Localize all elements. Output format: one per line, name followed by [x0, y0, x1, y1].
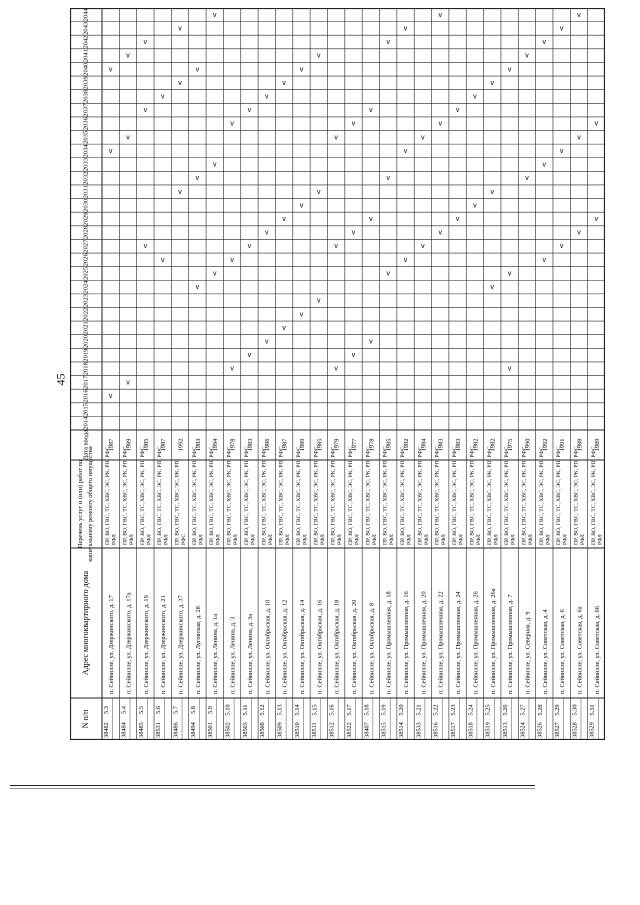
row-address: п. Сейвилле, ул. Октябрьская, д. 14 — [298, 599, 306, 694]
row-address: п. Сейвилле, ул. Дзержинского, д. 19 — [142, 595, 150, 694]
row-works-line2: РФЛ — [319, 534, 326, 545]
year-header-2041: 2041 — [82, 49, 90, 63]
schedule-mark: v — [490, 188, 495, 196]
row-works: ПР, ВО, ГВС, ТС, ХВС, ЭС, РК, РП, РФС, — [590, 445, 597, 545]
row-id: 38518 — [467, 722, 475, 738]
row-works: ПР, ВО, ГВС, ТС, ХВС, ЭС, РК, РП, РФС, — [434, 445, 441, 545]
schedule-mark: v — [507, 365, 512, 373]
row-year: 1985 — [142, 438, 150, 452]
schedule-mark: v — [386, 175, 390, 183]
row-id: 38482 — [103, 722, 111, 738]
header-year: Дата ввода — [82, 429, 90, 461]
row-works-line2: РФЛ — [198, 534, 205, 545]
row-year: 1982 — [472, 438, 480, 452]
schedule-mark: v — [247, 243, 252, 251]
row-works-line2: РФЛ — [129, 534, 136, 545]
row-year: 1975 — [507, 438, 515, 452]
year-header-2033: 2033 — [82, 157, 90, 172]
schedule-mark: v — [559, 147, 564, 155]
row-works: ПР, ВО, ГВС, ТС, ХВС, ЭС, РК, РП, РФС, — [348, 445, 354, 545]
row-number: 5.19 — [380, 704, 388, 716]
row-year: 1978 — [229, 438, 237, 452]
row-works-line2: РФЛ — [475, 534, 482, 545]
repair-schedule-table — [70, 8, 605, 740]
schedule-mark: v — [230, 256, 234, 264]
row-number: 5.12 — [259, 704, 267, 716]
row-number: 5.20 — [398, 704, 406, 716]
schedule-mark: v — [212, 270, 217, 278]
schedule-mark: v — [351, 352, 356, 360]
row-works-line2: РФЛ — [233, 534, 240, 545]
row-works: ПР, ВО, ГВС, ТС, ХВС, ЭС, РК, РП, РФС, — [452, 445, 459, 545]
row-works-line2: РФЛ — [579, 534, 586, 545]
schedule-mark: v — [126, 134, 130, 142]
row-address: п. Сейвилле, ул. Северная, д. 9 — [524, 611, 532, 694]
row-year: 1983 — [246, 438, 254, 452]
schedule-mark: v — [421, 134, 425, 142]
row-number: 5.24 — [467, 704, 475, 716]
header-works-line2: капитальному ремонту общего имущества — [87, 446, 94, 562]
schedule-mark: v — [594, 120, 599, 128]
row-year: 1987 — [108, 438, 116, 452]
schedule-mark: v — [108, 147, 113, 155]
row-number: 5.17 — [345, 704, 353, 716]
row-works: ПР, ВО, ГВС, ТС, ХВС, ЭС, РК, РП, — [174, 459, 181, 545]
year-header-2038: 2038 — [82, 89, 90, 104]
row-year: 1987 — [281, 438, 289, 452]
schedule-mark: v — [247, 107, 252, 115]
schedule-mark: v — [403, 147, 408, 155]
schedule-mark: v — [143, 243, 148, 251]
row-works: ПР, ВО, ГВС, ТС, ХВС, ЭС, РК, РП, РФС, — [365, 445, 372, 545]
row-year: 1994 — [212, 438, 220, 452]
schedule-mark: v — [160, 256, 165, 264]
schedule-mark: v — [282, 216, 286, 223]
row-works: ПР, ВО, ГВС, ТС, ХВС, ЭС, РК, РП, РФС, — [209, 445, 216, 545]
schedule-mark: v — [178, 79, 182, 87]
schedule-mark: v — [247, 352, 252, 360]
row-address: п. Сейвилле, ул. Промышленная, д. 18 — [385, 591, 393, 694]
schedule-mark: v — [334, 134, 338, 142]
schedule-mark: v — [455, 107, 460, 115]
schedule-mark: v — [473, 202, 477, 210]
row-address: п. Сейвилле, ул. Октябрьская, д. 16 — [316, 599, 324, 694]
row-works: ПР, ВО, ГВС, ТС, ХВС, ЭС, РК, РП, РФС, — [313, 445, 320, 545]
row-id: 38512 — [328, 722, 336, 738]
row-id: 38515 — [380, 722, 388, 738]
row-id: 38528 — [571, 722, 579, 738]
row-address: п. Сейвилле, ул. Ленина, д. 3а — [246, 613, 254, 694]
schedule-mark: v — [542, 256, 547, 264]
schedule-mark: v — [282, 324, 286, 332]
schedule-mark: v — [178, 25, 182, 33]
row-works: ПР, ВО, ГВС, ТС, ХВС, ЭС, РК, РП, РФС, — [330, 445, 337, 545]
row-address: п. Сейвилле, ул. Промышленная, д. 26а — [489, 588, 497, 694]
schedule-mark: v — [542, 161, 547, 169]
row-year: 1992 — [177, 438, 185, 452]
row-address: п. Сейвилле, ул. Октябрьская, д. 10 — [264, 599, 272, 694]
row-works-line2: РФЛ — [267, 534, 274, 545]
row-number: 5.27 — [519, 704, 527, 716]
schedule-mark: v — [386, 39, 390, 47]
row-id: 38516 — [432, 722, 440, 738]
header-num: N п/п — [80, 709, 90, 729]
row-address: п. Сейвилле, ул. Промышленная, д. 24 — [455, 591, 463, 694]
row-id: 38508 — [259, 722, 267, 738]
schedule-mark: v — [369, 107, 373, 115]
row-works-line2: РФЛ — [493, 534, 500, 545]
row-id: 38526 — [536, 722, 544, 738]
schedule-mark: v — [108, 392, 113, 400]
row-id: 38494 — [189, 722, 197, 738]
schedule-mark: v — [577, 11, 581, 19]
row-works: ПР, ВО, ГВС, ТС, ХВС, ЭС, РК, РП, РФС, — [191, 445, 198, 545]
schedule-mark: v — [490, 284, 495, 292]
row-id: 38519 — [484, 722, 492, 738]
schedule-mark: v — [282, 79, 286, 87]
year-header-2017: 2017 — [82, 375, 90, 389]
row-number: 5.25 — [484, 704, 492, 716]
schedule-mark: v — [438, 229, 442, 237]
year-header-2023: 2023 — [82, 294, 90, 308]
year-header-2021: 2021 — [82, 321, 90, 335]
row-address: п. Сейвилле, ул. Ленина, д. 3 — [229, 616, 237, 694]
schedule-mark: v — [212, 161, 217, 169]
year-header-2037: 2037 — [82, 103, 90, 117]
year-header-2027: 2027 — [82, 239, 90, 253]
row-works-line2: РФЛ — [545, 534, 552, 545]
row-address: п. Сейвилле, ул. Ленина, д. 1а — [212, 613, 220, 694]
row-works: ПР, ВО, ГВС, ТС, ХВС, ЭС, РК, РП, РФС, — [105, 445, 112, 545]
bottom-rule-secondary — [10, 788, 535, 789]
row-year: 1989 — [298, 438, 306, 452]
schedule-mark: v — [212, 11, 217, 19]
year-header-2018: 2018 — [82, 362, 90, 376]
row-works: ПР, ВО, ГВС, ТС, ХВС, ЭС, РК, РП, РФС, — [538, 445, 545, 545]
row-number: 5.5 — [137, 706, 145, 714]
row-address: п. Сейвилле, ул. Промышленная, д. 20 — [420, 591, 428, 694]
row-id: 38524 — [519, 722, 527, 738]
row-year: 1992 — [541, 438, 549, 452]
row-address: п. Сейвилле, ул. Промышленная, д. 26 — [472, 591, 480, 694]
row-address: п. Сейвилле, ул. Октябрьская, д. 20 — [351, 599, 358, 694]
schedule-mark: v — [351, 229, 356, 237]
row-address: п. Сейвилле, ул. Дзержинского, д. 21 — [160, 595, 168, 694]
row-works: ПР, ВО, ГВС, ТС, ХВС, ЭС, РК, РП, РФС, — [400, 445, 407, 545]
row-year: 1979 — [333, 438, 341, 452]
schedule-mark: v — [577, 134, 581, 142]
schedule-mark: v — [455, 216, 460, 223]
row-id: 38502 — [224, 722, 232, 738]
schedule-mark: v — [195, 284, 200, 292]
row-id: 38510 — [293, 722, 301, 738]
row-works-line2: РФЛ — [371, 534, 378, 545]
year-header-2030: 2030 — [82, 198, 90, 212]
row-works: ПР, ВО, ГВС, ТС, ХВС, ЭС, РК, РП, РФС, — [556, 445, 563, 545]
row-year: 1983 — [194, 438, 202, 452]
schedule-mark: v — [351, 120, 356, 128]
row-address: п. Сейвилле, ул. Советская, д. 4 — [541, 609, 549, 694]
row-works-line2: РФЛ — [389, 534, 396, 545]
row-id: 38511 — [311, 722, 319, 738]
bottom-rule — [10, 785, 535, 786]
row-works-line2: РФС — [181, 533, 188, 545]
row-year: 1989 — [593, 438, 601, 452]
schedule-mark: v — [317, 188, 321, 196]
row-number: 5.31 — [588, 704, 596, 716]
year-header-2039: 2039 — [82, 76, 90, 90]
schedule-mark: v — [265, 338, 269, 346]
row-works: ПР, ВО, ГВС, ТС, ХВС, ЭС, РК, РП, РФС, — [573, 445, 580, 545]
row-address: п. Сейвилле, ул. Луговская, д. 28 — [194, 606, 202, 694]
row-address: п. Сейвилле, ул. Дзержинского, д. 17а — [125, 592, 133, 694]
row-id: 38407 — [363, 722, 371, 738]
schedule-mark: v — [230, 120, 234, 128]
row-id: 38517 — [449, 722, 457, 738]
row-number: 5.10 — [224, 704, 232, 716]
schedule-mark: v — [369, 338, 373, 346]
row-id: 38485 — [137, 722, 145, 738]
year-header-2022: 2022 — [82, 307, 90, 321]
row-address: п. Сейвилле, ул. Советская, д. 6 — [559, 609, 567, 694]
year-header-2044: 2044 — [82, 8, 90, 22]
row-year: 1988 — [576, 438, 584, 452]
row-year: 1984 — [420, 438, 428, 452]
row-works-line2: РФЛ — [146, 534, 153, 545]
row-year: 1985 — [385, 438, 393, 452]
row-works: ПР, ВО, ГВС, ТС, ХВС, ЭС, РК, РП, РФС, — [295, 445, 302, 545]
row-id: 38484 — [120, 722, 128, 738]
year-header-2040: 2040 — [82, 62, 90, 76]
row-id: 38513 — [502, 722, 510, 738]
schedule-mark: v — [403, 256, 408, 264]
row-id: 38509 — [276, 722, 284, 738]
schedule-mark: v — [299, 311, 304, 319]
year-header-2024: 2024 — [82, 280, 90, 294]
row-id: 38531 — [155, 722, 163, 738]
row-id: 38486 — [172, 722, 180, 738]
schedule-mark: v — [421, 243, 425, 251]
row-works: ПР, ВО, ГВС, ТС, ХВС, ЭС, РК, РП, РФС, — [139, 445, 146, 545]
row-works: ПР, ВО, ГВС, ТС, ХВС, ЭС, РК, РП, РФС, — [278, 445, 285, 545]
schedule-mark: v — [160, 93, 165, 101]
schedule-mark: v — [230, 365, 234, 373]
year-header-2016: 2016 — [82, 389, 90, 403]
row-year: 1983 — [437, 438, 445, 452]
row-number: 5.9 — [207, 706, 215, 714]
schedule-mark: v — [108, 66, 113, 74]
row-id: 38522 — [345, 722, 353, 738]
header-address: Адрес многоквартирного дома — [80, 570, 90, 676]
schedule-mark: v — [265, 229, 269, 237]
row-works-line2: РФЛ — [215, 534, 222, 545]
row-year: 1982 — [489, 438, 497, 452]
row-address: п. Сейвилле, ул. Промышленная, д. 16 — [403, 591, 411, 694]
row-year: 1991 — [559, 438, 567, 452]
row-works-line2: РФЛ — [423, 534, 430, 545]
row-works-line2: РФЛ — [527, 534, 534, 545]
row-number: 5.16 — [328, 704, 336, 716]
schedule-mark: v — [438, 11, 442, 19]
row-year: 1983 — [455, 438, 463, 452]
schedule-mark: v — [143, 39, 148, 47]
row-works: ПР, ВО, ГВС, ТС, ХВС, ЭС, РК, РП, РФС, — [226, 445, 233, 545]
row-address: п. Сейвилле, ул. Октябрьская, д. 8 — [368, 602, 376, 694]
row-address: п. Сейвилле, ул. Октябрьская, д. 12 — [281, 599, 289, 694]
year-header-2028: 2028 — [82, 226, 90, 240]
row-address: п. Сейвилле, ул. Промышленная, д. 22 — [437, 591, 445, 694]
row-year: 1982 — [403, 438, 411, 452]
year-header-2031: 2031 — [82, 185, 90, 199]
year-header-2025: 2025 — [82, 266, 90, 281]
year-header-2029: 2029 — [82, 212, 90, 226]
row-id: 38527 — [554, 722, 562, 738]
row-works-line2: РФЛ — [111, 534, 118, 545]
row-number: 5.6 — [155, 706, 163, 714]
row-works-line2: РФЛ — [250, 534, 257, 545]
row-number: 5.4 — [120, 706, 128, 714]
row-address: п. Сейвилле, ул. Советская, д. 6а — [576, 606, 584, 694]
row-number: 5.7 — [172, 706, 180, 714]
schedule-mark: v — [317, 297, 321, 305]
year-header-2034: 2034 — [82, 144, 90, 158]
schedule-mark: v — [369, 216, 373, 223]
schedule-mark: v — [542, 39, 547, 47]
row-works-line2: РФЛ — [597, 534, 604, 545]
row-id: 38501 — [207, 722, 215, 738]
row-year: 1977 — [350, 438, 358, 452]
year-header-2020: 2020 — [82, 334, 90, 349]
row-works: ПР, ВО, ГВС, ТС, ХВС, ЭС, РК, РП, РФС, — [469, 445, 476, 545]
row-works-line2: РФЛ — [285, 534, 292, 545]
row-works-line2: РФЛ — [510, 534, 517, 545]
row-number: 5.29 — [554, 704, 562, 716]
row-works-line2: РФЛ — [562, 534, 569, 545]
schedule-mark: v — [403, 25, 408, 33]
row-number: 5.8 — [189, 706, 197, 714]
row-address: п. Сейвилле, ул. Октябрьская, д. 18 — [333, 599, 341, 694]
row-id: 38533 — [415, 722, 423, 738]
row-address: п. Сейвилле, ул. Дзержинского, д. 37 — [177, 595, 185, 694]
row-year: 1985 — [316, 438, 324, 452]
row-works: ПР, ВО, ГВС, ТС, ХВС, ЭС, РК, РП, РФС, — [486, 445, 493, 545]
row-number: 5.21 — [415, 704, 423, 716]
row-year: 1989 — [125, 438, 133, 452]
row-works: ПР, ВО, ГВС, ТС, ХВС, ЭС, РК, РП, РФС, — [122, 445, 129, 545]
row-number: 5.22 — [432, 704, 440, 716]
row-number: 5.15 — [311, 704, 319, 716]
schedule-mark: v — [178, 188, 182, 196]
schedule-mark: v — [559, 243, 564, 251]
row-number: 5.11 — [241, 704, 249, 716]
row-number: 5.3 — [103, 706, 111, 714]
year-header-2035: 2035 — [82, 130, 90, 144]
schedule-mark: v — [334, 365, 338, 373]
row-works-line2: РФЛ — [458, 534, 465, 545]
schedule-mark: v — [559, 25, 564, 33]
row-id: 38514 — [397, 722, 405, 738]
row-number: 5.18 — [363, 704, 371, 716]
year-header-2032: 2032 — [82, 171, 90, 185]
year-header-2036: 2036 — [82, 117, 90, 131]
schedule-mark: v — [386, 270, 390, 278]
row-works: ПР, ВО, ГВС, ТС, ХВС, ЭС, РК, РП, РФС, — [521, 445, 528, 545]
schedule-mark: v — [299, 202, 304, 210]
schedule-mark: v — [195, 175, 200, 183]
schedule-mark: v — [126, 52, 130, 60]
row-works: ПР, ВО, ГВС, ТС, ХВС, ЭС, РК, РП, РФС, — [504, 445, 511, 545]
schedule-mark: v — [334, 243, 338, 251]
row-number: 5.30 — [571, 704, 579, 716]
row-number: 5.13 — [276, 704, 284, 716]
row-works-line2: РФЛ — [354, 534, 361, 545]
header-works: Перечень услуг и (или) работ по — [77, 459, 84, 549]
page-number: 45 — [53, 373, 68, 386]
schedule-mark: v — [317, 52, 321, 60]
year-header-2019: 2019 — [82, 348, 90, 362]
table-grid — [70, 8, 605, 740]
row-address: п. Сейвилле, ул. Дзержинского, д. 17 — [108, 595, 116, 694]
schedule-mark: v — [490, 79, 495, 87]
row-number: 5.14 — [293, 704, 301, 716]
row-works: ПР, ВО, ГВС, ТС, ХВС, ЭС, РК, РП, РФС, — [157, 445, 164, 545]
row-works-line2: РФЛ — [337, 534, 344, 545]
row-id: 38503 — [241, 722, 249, 738]
schedule-mark: v — [265, 93, 269, 101]
schedule-mark: v — [438, 120, 442, 128]
row-id: 38529 — [588, 722, 596, 738]
row-works-line2: РФЛ — [302, 534, 309, 545]
year-header-2042: 2042 — [82, 35, 90, 49]
year-header-2026: 2026 — [82, 253, 90, 267]
row-number: 5.26 — [502, 704, 510, 716]
row-number: 5.23 — [450, 704, 458, 716]
schedule-mark: v — [525, 175, 529, 183]
schedule-mark: v — [507, 270, 512, 278]
schedule-mark: v — [195, 66, 200, 74]
schedule-mark: v — [594, 216, 599, 223]
row-works-line2: РФЛ — [406, 534, 413, 545]
row-number: 5.28 — [536, 704, 544, 716]
row-year: 1990 — [524, 438, 532, 452]
row-address: п. Сейвилле, ул. Промышленная, д. 7 — [507, 594, 515, 694]
year-header-2014: 2014 — [82, 416, 90, 430]
schedule-mark: v — [507, 66, 512, 74]
schedule-mark: v — [473, 93, 477, 101]
row-year: 1986 — [264, 438, 272, 452]
row-year: 1978 — [368, 438, 376, 452]
row-address: п. Сейвилле, ул. Советская, д. 66 — [593, 606, 601, 694]
schedule-mark: v — [525, 52, 529, 60]
row-works: ПР, ВО, ГВС, ТС, ХВС, ЭС, РК, РП, РФС, — [261, 445, 268, 545]
row-works-line2: РФЛ — [163, 534, 170, 545]
row-works: ПР, ВО, ГВС, ТС, ХВС, ЭС, РК, РП, РФС, — [417, 445, 424, 545]
year-header-2043: 2043 — [82, 21, 90, 36]
row-works: ПР, ВО, ГВС, ТС, ХВС, ЭС, РК, РП, РФС, — [243, 445, 250, 545]
row-year: 1987 — [160, 438, 168, 452]
schedule-mark: v — [126, 379, 130, 387]
row-works: ПР, ВО, ГВС, ТС, ХВС, ЭС, РК, РП, РФС, — [382, 445, 389, 545]
schedule-mark: v — [577, 229, 581, 237]
row-works-line2: РФЛ — [441, 534, 448, 545]
year-header-2015: 2015 — [82, 402, 90, 417]
schedule-mark: v — [299, 66, 304, 74]
schedule-mark: v — [143, 107, 148, 115]
